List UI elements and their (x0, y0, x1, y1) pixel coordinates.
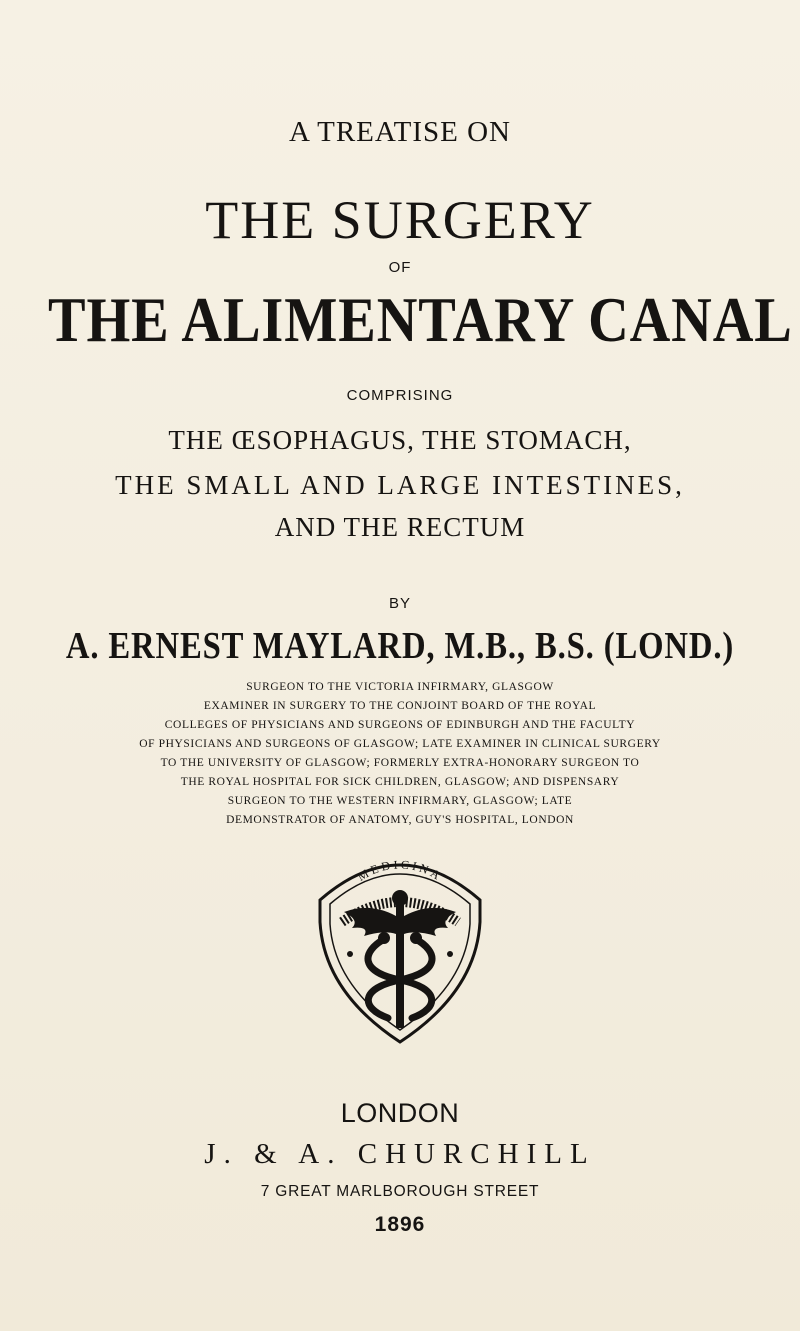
publisher-name: J. & A. CHURCHILL (204, 1138, 596, 1170)
credential-line-5: TO THE UNIVERSITY OF GLASGOW; FORMERLY EXTRA-HONORARY SURGEON TO (160, 757, 640, 769)
title-prefix: A TREATISE ON (289, 116, 511, 148)
caduceus-seal-icon (300, 842, 500, 1047)
title-line-1: THE SURGERY (205, 190, 595, 250)
credential-line-1: SURGEON TO THE VICTORIA INFIRMARY, GLASGOW (246, 681, 554, 693)
publication-year: 1896 (374, 1213, 426, 1236)
credential-line-6: THE ROYAL HOSPITAL FOR SICK CHILDREN, GLASGOW; AND DISPENSARY (180, 776, 620, 788)
credential-line-2: EXAMINER IN SURGERY TO THE CONJOINT BOARD OF THE ROYAL (203, 700, 597, 712)
title-line-2: THE ALIMENTARY CANAL (48, 284, 793, 355)
publisher-city: LONDON (340, 1098, 460, 1128)
credential-line-8: DEMONSTRATOR OF ANATOMY, GUY'S HOSPITAL, LONDON (226, 814, 574, 826)
contents-line-2: THE SMALL AND LARGE INTESTINES, (115, 470, 685, 500)
contents-line-3: AND THE RECTUM (274, 512, 526, 542)
contents-line-1: THE ŒSOPHAGUS, THE STOMACH, (168, 425, 632, 455)
author-name: A. ERNEST MAYLARD, M.B., B.S. (LOND.) (65, 625, 735, 667)
of-connector: OF (388, 259, 412, 276)
comprising-label: COMPRISING (346, 387, 454, 404)
publisher-address: 7 GREAT MARLBOROUGH STREET (260, 1183, 540, 1200)
credential-line-4: OF PHYSICIANS AND SURGEONS OF GLASGOW; LATE EXAMINER IN CLINICAL SURGERY (139, 738, 661, 750)
credential-line-7: SURGEON TO THE WESTERN INFIRMARY, GLASGOW; LATE (227, 795, 573, 807)
by-label: BY (388, 595, 411, 612)
credential-line-3: COLLEGES OF PHYSICIANS AND SURGEONS OF EDINBURGH AND THE FACULTY (164, 719, 636, 731)
seal-motto: MEDICINA (354, 857, 446, 884)
